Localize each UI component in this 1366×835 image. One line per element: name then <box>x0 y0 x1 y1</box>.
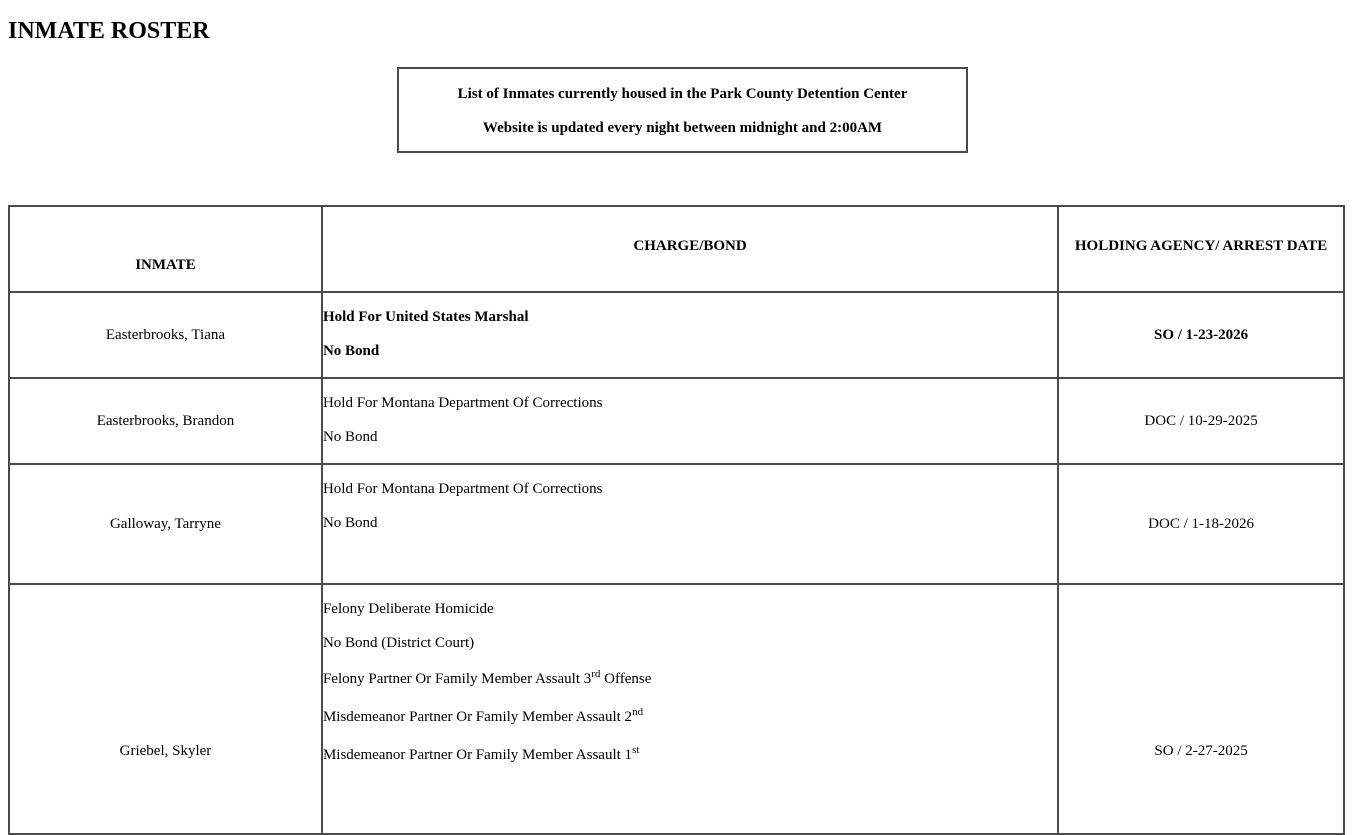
agency-arrest-date: SO / 1-23-2026 <box>1058 292 1344 378</box>
charge-line <box>323 669 1057 690</box>
bond-line: No Bond <box>322 429 378 445</box>
ordinal-suffix: st <box>632 744 640 756</box>
table-row <box>9 584 1344 834</box>
notice-facility-line: List of Inmates currently housed in the Park County Detention Center <box>457 86 908 102</box>
charge-bond-cell <box>322 584 1058 834</box>
ordinal-suffix: nd <box>632 706 644 718</box>
inmate-name: Easterbrooks, Brandon <box>9 378 322 464</box>
table-row <box>9 292 1344 378</box>
bond-line: No Bond <box>322 515 378 531</box>
charge-line <box>323 745 1057 766</box>
ordinal-suffix: rd <box>591 668 601 680</box>
charge-line: Hold For United States Marshal <box>322 309 529 325</box>
inmate-name: Galloway, Tarryne <box>9 464 322 584</box>
bond-line: No Bond <box>322 343 380 359</box>
table-row <box>9 464 1344 584</box>
header-charge-bond: CHARGE/BOND <box>322 206 1058 292</box>
charge-bond-cell <box>322 464 1058 584</box>
charge-text: Felony Partner Or Family Member Assault 3 <box>322 671 592 687</box>
agency-arrest-date: DOC / 10-29-2025 <box>1058 378 1344 464</box>
header-inmate: INMATE <box>9 206 322 292</box>
notice-update-line: Website is updated every night between midnight and 2:00AM <box>482 120 883 136</box>
bond-text: No Bond (District Court) <box>322 635 475 651</box>
charge-text: Felony Deliberate Homicide <box>322 601 494 617</box>
charge-line <box>323 707 1057 728</box>
charge-line: Hold For Montana Department Of Corrections <box>322 481 603 497</box>
charge-line <box>323 601 1057 618</box>
charge-bond-cell <box>322 378 1058 464</box>
bond-line <box>323 635 1057 652</box>
agency-arrest-date: DOC / 1-18-2026 <box>1058 464 1344 584</box>
charge-text: Misdemeanor Partner Or Family Member Assault 2 <box>322 709 633 725</box>
page-title: INMATE ROSTER <box>8 18 210 44</box>
notice-box <box>397 67 968 153</box>
inmate-name: Easterbrooks, Tiana <box>9 292 322 378</box>
table-header-row <box>9 206 1344 292</box>
table-row <box>9 378 1344 464</box>
agency-arrest-date: SO / 2-27-2025 <box>1058 584 1344 834</box>
inmate-name: Griebel, Skyler <box>9 584 322 834</box>
charge-text: Misdemeanor Partner Or Family Member Assault 1 <box>322 747 633 763</box>
header-holding-agency-arrest-date: HOLDING AGENCY/ ARREST DATE <box>1058 206 1344 292</box>
charge-bond-cell <box>322 292 1058 378</box>
inmate-roster-table <box>8 205 1345 835</box>
charge-line: Hold For Montana Department Of Corrections <box>322 395 603 411</box>
charge-suffix: Offense <box>600 671 652 687</box>
